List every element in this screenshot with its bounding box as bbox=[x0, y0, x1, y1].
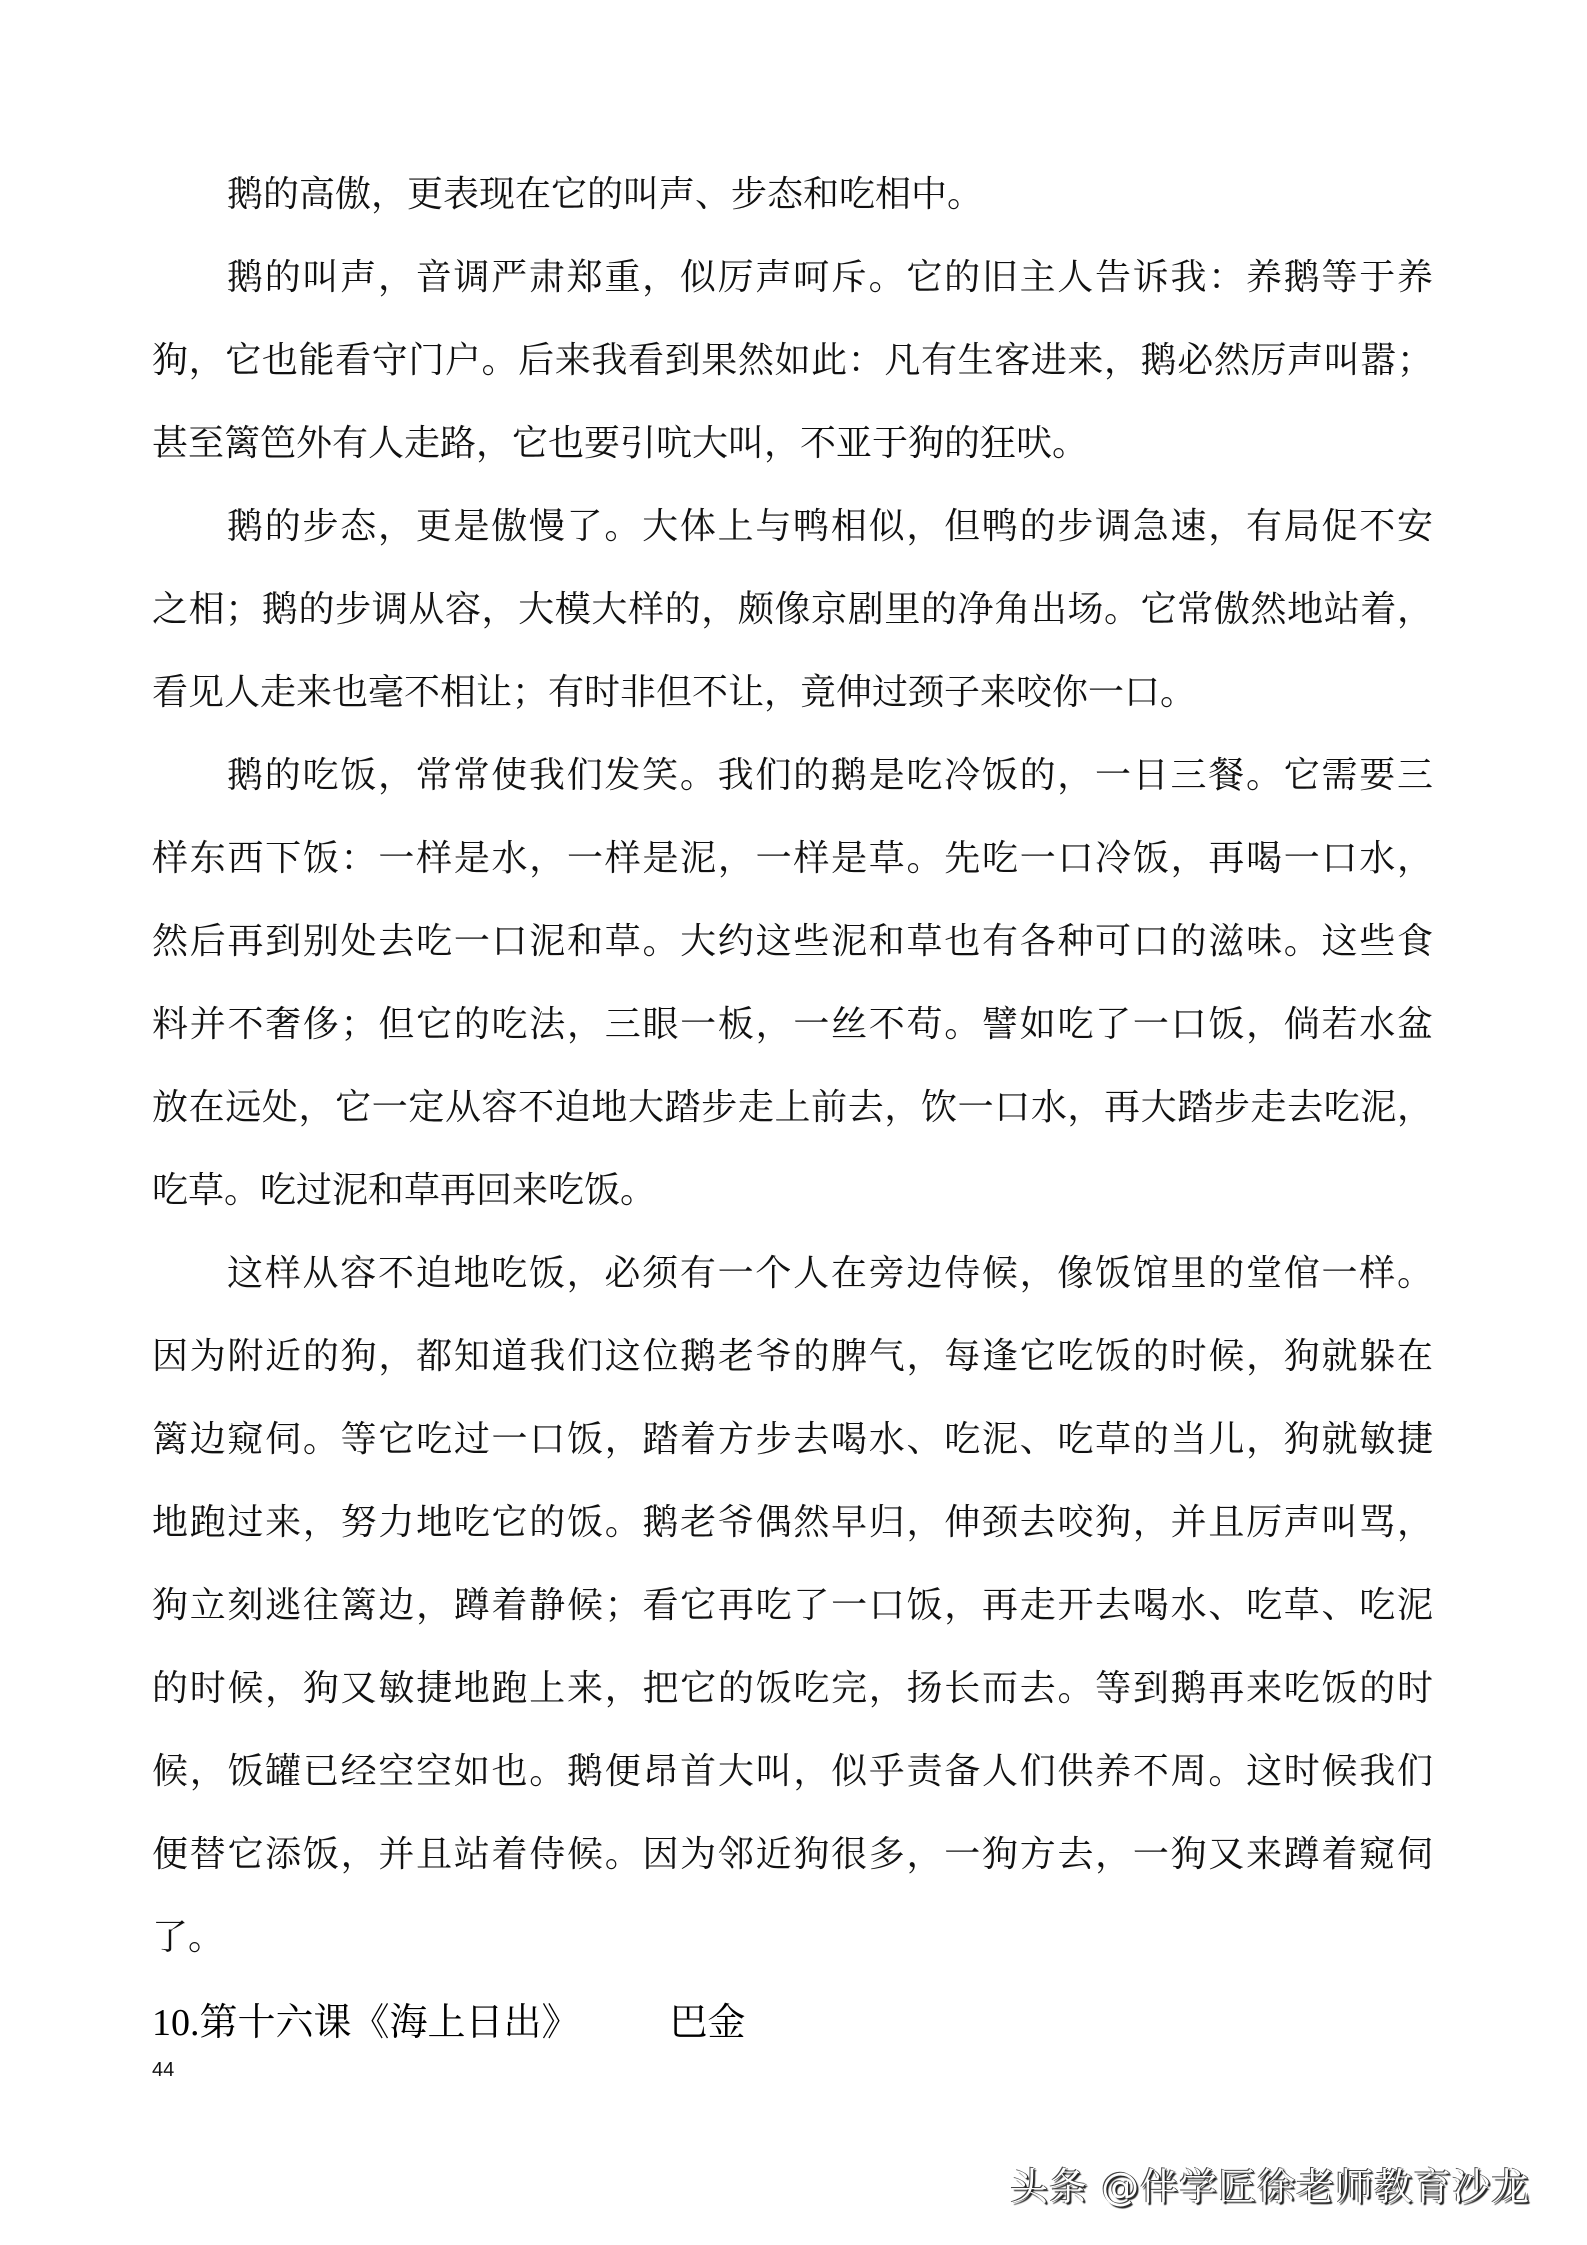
section-title: 第十六课《海上日出》 bbox=[199, 2002, 580, 2044]
watermark: 头条 @伴学匠徐老师教育沙龙 bbox=[1010, 2165, 1531, 2209]
section-number: 10. bbox=[152, 2002, 200, 2044]
paragraph-4-line-1: 鹅的吃饭，常常使我们发笑。我们的鹅是吃冷饭的，一日三餐。它需要三 bbox=[227, 755, 1433, 796]
paragraph-3-line-3: 看见人走来也毫不相让；有时非但不让，竟伸过颈子来咬你一口。 bbox=[152, 672, 1197, 713]
paragraph-5-line-1: 这样从容不迫地吃饭，必须有一个人在旁边侍候，像饭馆里的堂倌一样。 bbox=[227, 1253, 1433, 1294]
paragraph-4-line-6: 吃草。吃过泥和草再回来吃饭。 bbox=[152, 1170, 657, 1211]
paragraph-2-line-1: 鹅的叫声，音调严肃郑重，似厉声呵斥。它的旧主人告诉我：养鹅等于养 bbox=[227, 257, 1433, 298]
paragraph-5-line-5: 狗立刻逃往篱边，蹲着静候；看它再吃了一口饭，再走开去喝水、吃草、吃泥 bbox=[152, 1585, 1433, 1626]
paragraph-5-line-7: 候，饭罐已经空空如也。鹅便昂首大叫，似乎责备人们供养不周。这时候我们 bbox=[152, 1751, 1433, 1792]
paragraph-2-line-3: 甚至篱笆外有人走路，它也要引吭大叫，不亚于狗的狂吠。 bbox=[152, 423, 1089, 464]
paragraph-5-line-4: 地跑过来，努力地吃它的饭。鹅老爷偶然早归，伸颈去咬狗，并且厉声叫骂， bbox=[152, 1502, 1433, 1543]
paragraph-5-line-2: 因为附近的狗，都知道我们这位鹅老爷的脾气，每逢它吃饭的时候，狗就躲在 bbox=[152, 1336, 1433, 1377]
paragraph-4-line-5: 放在远处，它一定从容不迫地大踏步走上前去，饮一口水，再大踏步走去吃泥， bbox=[152, 1087, 1433, 1128]
paragraph-4-line-2: 样东西下饭：一样是水，一样是泥，一样是草。先吃一口冷饭，再喝一口水， bbox=[152, 838, 1433, 879]
paragraph-3-line-2: 之相；鹅的步调从容，大模大样的，颇像京剧里的净角出场。它常傲然地站着， bbox=[152, 589, 1433, 630]
section-heading bbox=[152, 1999, 746, 2047]
paragraph-4-line-4: 料并不奢侈；但它的吃法，三眼一板，一丝不苟。譬如吃了一口饭，倘若水盆 bbox=[152, 1004, 1433, 1045]
page-number: 44 bbox=[152, 2059, 175, 2081]
paragraph-5-line-9: 了。 bbox=[152, 1917, 225, 1958]
paragraph-2-line-2: 狗，它也能看守门户。后来我看到果然如此：凡有生客进来，鹅必然厉声叫嚣； bbox=[152, 340, 1433, 381]
paragraph-5-line-6: 的时候，狗又敏捷地跑上来，把它的饭吃完，扬长而去。等到鹅再来吃饭的时 bbox=[152, 1668, 1433, 1709]
paragraph-5-line-3: 篱边窥伺。等它吃过一口饭，踏着方步去喝水、吃泥、吃草的当儿，狗就敏捷 bbox=[152, 1419, 1433, 1460]
paragraph-4-line-3: 然后再到别处去吃一口泥和草。大约这些泥和草也有各种可口的滋味。这些食 bbox=[152, 921, 1433, 962]
paragraph-3-line-1: 鹅的步态，更是傲慢了。大体上与鸭相似，但鸭的步调急速，有局促不安 bbox=[227, 506, 1433, 547]
paragraph-1-line-1: 鹅的高傲，更表现在它的叫声、步态和吃相中。 bbox=[227, 174, 984, 215]
section-author: 巴金 bbox=[669, 2002, 746, 2044]
paragraph-5-line-8: 便替它添饭，并且站着侍候。因为邻近狗很多，一狗方去，一狗又来蹲着窥伺 bbox=[152, 1834, 1433, 1875]
